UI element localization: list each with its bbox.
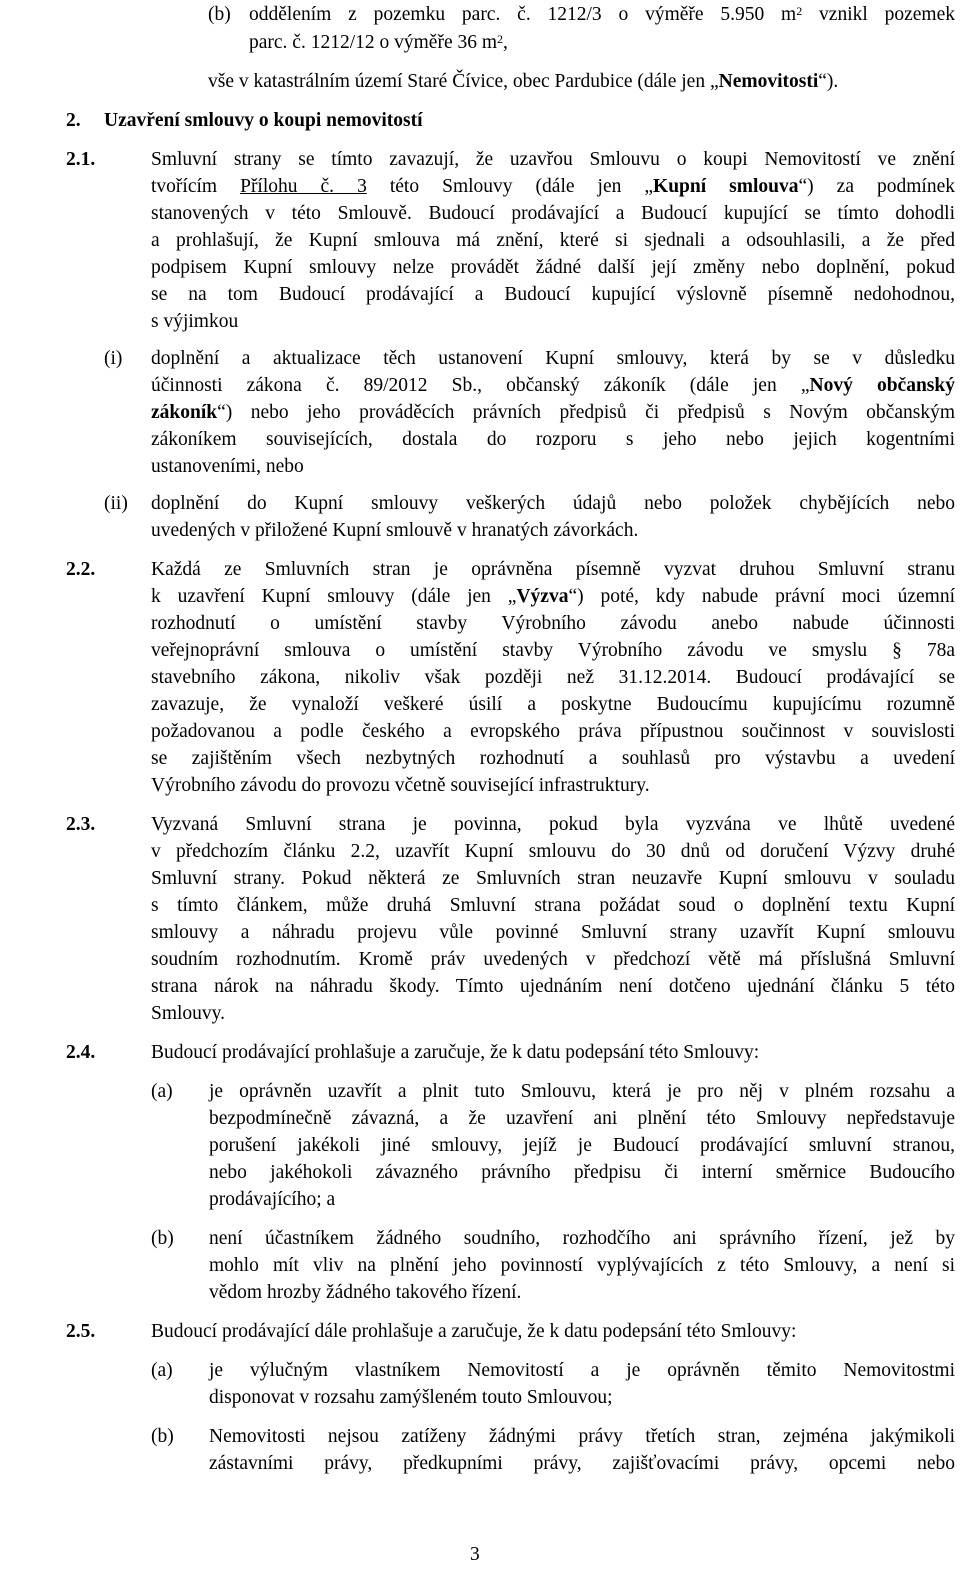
paragraph-line: mohlo mít vliv na plnění jeho povinností vyplývajících z této Smlouvy, a není si xyxy=(209,1255,955,1276)
paragraph-line: doplnění do Kupní smlouvy veškerých údajů nebo položek chybějících nebo xyxy=(151,493,955,514)
paragraph-line: stanovených v této Smlouvě. Budoucí prodávající a Budoucí kupující se tímto dohodli xyxy=(151,203,955,224)
list-label: (b) xyxy=(151,1426,174,1447)
page-number: 3 xyxy=(470,1544,480,1565)
paragraph-line: účinnosti zákona č. 89/2012 Sb., občanský zákoník (dále jen „Nový občanský xyxy=(151,375,955,396)
list-label: (b) xyxy=(208,4,231,25)
clause-number: 2.5. xyxy=(66,1321,96,1342)
section-title: Uzavření smlouvy o koupi nemovitostí xyxy=(104,110,423,131)
paragraph-line: s výjimkou xyxy=(151,311,239,332)
clause-number: 2.3. xyxy=(66,814,96,835)
paragraph-line: není účastníkem žádného soudního, rozhodčího ani správního řízení, jež by xyxy=(209,1228,955,1249)
paragraph-line: zástavními právy, předkupními právy, zajišťovacími právy, opcemi nebo xyxy=(209,1453,955,1474)
paragraph-line: a prohlašují, že Kupní smlouva má znění, které si sjednali a odsouhlasili, a že před xyxy=(151,230,955,251)
paragraph-line: Každá ze Smluvních stran je oprávněna písemně vyzvat druhou Smluvní stranu xyxy=(151,559,955,580)
paragraph-line: tvořícím Přílohu č. 3 této Smlouvy (dále jen „Kupní smlouva“) za podmínek xyxy=(151,176,955,197)
paragraph-line: Výrobního závodu do provozu včetně související infrastruktury. xyxy=(151,775,650,796)
paragraph-line: zákoníkem souvisejících, dostala do rozporu s jeho nebo jejich kogentními xyxy=(151,429,955,450)
paragraph-line: veřejnoprávní smlouva o umístění stavby Výrobního závodu ve smyslu § 78a xyxy=(151,640,955,661)
clause-number: 2.4. xyxy=(66,1042,96,1063)
paragraph-line: strana nárok na náhradu škody. Tímto ujednáním není dotčeno ujednání článku 5 této xyxy=(151,976,955,997)
paragraph-line: podpisem Kupní smlouvy nelze provádět žádné další její změny nebo doplnění, pokud xyxy=(151,257,955,278)
paragraph-line: Smluvní strany se tímto zavazují, že uzavřou Smlouvu o koupi Nemovitostí ve znění xyxy=(151,149,955,170)
paragraph-line: bezpodmínečně závazná, a že uzavření ani plnění této Smlouvy nepředstavuje xyxy=(209,1108,955,1129)
list-label: (ii) xyxy=(104,493,128,514)
paragraph-line: ustanoveními, nebo xyxy=(151,456,304,477)
paragraph-line: nebo jakéhokoli závazného právního předpisu či interní směrnice Budoucího xyxy=(209,1162,955,1183)
annex-reference-link[interactable]: Přílohu č. 3 xyxy=(240,176,367,197)
paragraph-line: zavazuje, že vynaloží veškeré úsilí a poskytne Budoucímu kupujícímu rozumně xyxy=(151,694,955,715)
paragraph-line: je oprávněn uzavřít a plnit tuto Smlouvu, která je pro něj v plném rozsahu a xyxy=(209,1081,955,1102)
paragraph-line: parc. č. 1212/12 o výměře 36 $m^2$, xyxy=(249,32,508,53)
clause-number: 2.1. xyxy=(66,149,96,170)
list-label: (a) xyxy=(151,1081,173,1102)
paragraph-line: doplnění a aktualizace těch ustanovení Kupní smlouvy, která by se v důsledku xyxy=(151,348,955,369)
list-label: (a) xyxy=(151,1360,173,1381)
paragraph-line: prodávajícího; a xyxy=(209,1189,336,1210)
paragraph-line: Budoucí prodávající dále prohlašuje a zaručuje, že k datu podepsání této Smlouvy: xyxy=(151,1321,797,1342)
paragraph-line: zákoník“) nebo jeho prováděcích právních předpisů či předpisů s Novým občanským xyxy=(151,402,955,423)
clause-number: 2.2. xyxy=(66,559,96,580)
list-label: (i) xyxy=(104,348,123,369)
paragraph-line: je výlučným vlastníkem Nemovitostí a je oprávněn těmito Nemovitostmi xyxy=(209,1360,955,1381)
paragraph-line: rozhodnutí o umístění stavby Výrobního závodu anebo nabude účinnosti xyxy=(151,613,955,634)
paragraph-line: smlouvy a náhradu projevu vůle povinné Smluvní strany uzavřít Kupní smlouvu xyxy=(151,922,955,943)
paragraph-line: Budoucí prodávající prohlašuje a zaručuje, že k datu podepsání této Smlouvy: xyxy=(151,1042,760,1063)
paragraph-line: porušení jakékoli jiné smlouvy, jejíž je Budoucí prodávající smluvní stranou, xyxy=(209,1135,955,1156)
paragraph-line: disponovat v rozsahu zamýšleném touto Smlouvou; xyxy=(209,1387,613,1408)
paragraph-line: Nemovitosti nejsou zatíženy žádnými právy třetích stran, zejména jakýmikoli xyxy=(209,1426,955,1447)
paragraph-line: v předchozím článku 2.2, uzavřít Kupní smlouvu do 30 dnů od doručení Výzvy druhé xyxy=(151,841,955,862)
paragraph-line: se na tom Budoucí prodávající a Budoucí kupující výslovně písemně nedohodnou, xyxy=(151,284,955,305)
paragraph-line: požadovanou a podle českého a evropského práva přípustnou součinnost v souvislosti xyxy=(151,721,955,742)
section-number: 2. xyxy=(66,110,81,131)
paragraph-line: stavebního zákona, nikoliv však později než 31.12.2014. Budoucí prodávající se xyxy=(151,667,955,688)
paragraph-line: se zajištěním všech nezbytných rozhodnutí a souhlasů pro výstavbu a uvedení xyxy=(151,748,955,769)
paragraph-line: soudním rozhodnutím. Kromě práv uvedených v předchozí větě má příslušná Smluvní xyxy=(151,949,955,970)
paragraph-line: vše v katastrálním území Staré Čívice, obec Pardubice (dále jen „Nemovitosti“). xyxy=(208,71,839,92)
paragraph-line: oddělením z pozemku parc. č. 1212/3 o výměře 5.950 $m^2$ vznikl pozemek xyxy=(249,4,955,25)
paragraph-line: vědom hrozby žádného takového řízení. xyxy=(209,1282,522,1303)
paragraph-line: k uzavření Kupní smlouvy (dále jen „Výzva“) poté, kdy nabude právní moci územní xyxy=(151,586,956,607)
paragraph-line: Smlouvy. xyxy=(151,1003,226,1024)
list-label: (b) xyxy=(151,1228,174,1249)
paragraph-line: s tímto článkem, může druhá Smluvní strana požádat soud o doplnění textu Kupní xyxy=(151,895,955,916)
paragraph-line: Vyzvaná Smluvní strana je povinna, pokud byla vyzvána ve lhůtě uvedené xyxy=(151,814,955,835)
paragraph-line: Smluvní strany. Pokud některá ze Smluvních stran neuzavře Kupní smlouvu v souladu xyxy=(151,868,955,889)
paragraph-line: uvedených v přiložené Kupní smlouvě v hranatých závorkách. xyxy=(151,520,639,541)
